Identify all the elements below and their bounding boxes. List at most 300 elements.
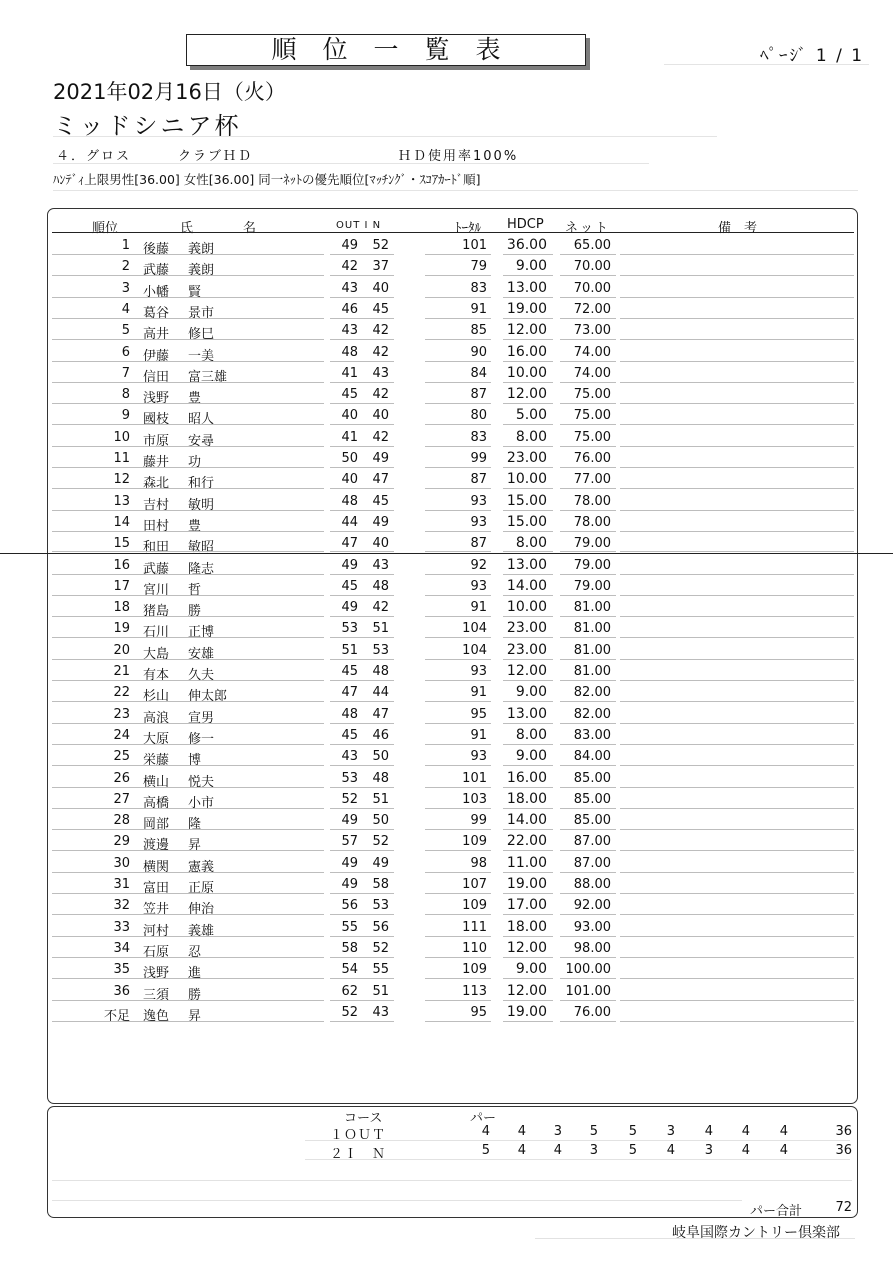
table-row	[0, 704, 893, 725]
row-underline	[560, 467, 616, 468]
cell-net: 87.00	[573, 855, 611, 871]
row-underline	[330, 850, 394, 851]
row-underline	[52, 361, 324, 362]
cell-in: 52	[372, 834, 389, 850]
cell-net: 81.00	[573, 600, 611, 616]
handicap-conditions: ﾊﾝﾃﾞｨ上限男性[36.00] 女性[36.00] 同一ﾈｯﾄの優先順位[ﾏｯﾁﾝｸﾞ・ｽｺｱｶｰﾄﾞ順]	[53, 172, 481, 187]
cell-net: 92.00	[573, 898, 611, 914]
row-underline	[425, 254, 491, 255]
table-row	[0, 555, 893, 576]
cell-total: 91	[470, 600, 487, 616]
row-underline	[560, 1000, 616, 1001]
table-row	[0, 320, 893, 341]
cell-sei: 浅野	[143, 391, 170, 407]
row-underline	[620, 574, 854, 575]
cell-net: 75.00	[573, 387, 611, 403]
table-row	[0, 917, 893, 938]
cell-hdcp: 12.00	[506, 939, 547, 956]
divider	[664, 64, 869, 65]
cell-hdcp: 14.00	[506, 577, 547, 594]
cell-sei: 宮川	[143, 582, 170, 598]
cell-mei: 憲義	[188, 859, 215, 875]
cell-rank: 6	[121, 344, 130, 360]
hole-par: 5	[628, 1124, 637, 1139]
cell-in: 42	[372, 429, 389, 445]
divider	[52, 1180, 852, 1181]
cell-sei: 横山	[143, 774, 170, 790]
cell-sei: 横関	[143, 859, 170, 875]
hole-par: 4	[704, 1124, 713, 1139]
row-underline	[52, 275, 324, 276]
nine-total: 36	[835, 1124, 852, 1139]
row-underline	[52, 446, 324, 447]
row-underline	[425, 1021, 491, 1022]
row-underline	[560, 297, 616, 298]
cell-total: 104	[462, 621, 487, 637]
row-underline	[560, 978, 616, 979]
row-underline	[560, 787, 616, 788]
cell-rank: 11	[113, 451, 130, 466]
row-underline	[503, 765, 553, 766]
cell-out: 46	[341, 301, 358, 317]
row-underline	[620, 787, 854, 788]
row-underline	[503, 318, 553, 319]
par-total: 72	[835, 1200, 852, 1215]
cell-sei: 森北	[143, 476, 170, 492]
row-underline	[620, 339, 854, 340]
row-underline	[330, 551, 394, 552]
cell-out: 62	[341, 983, 358, 999]
row-underline	[425, 382, 491, 383]
cell-out: 42	[341, 259, 358, 275]
hole-par: 3	[666, 1124, 675, 1139]
cell-net: 72.00	[573, 301, 611, 317]
cell-sei: 杉山	[143, 689, 170, 705]
row-underline	[330, 318, 394, 319]
cell-total: 80	[470, 408, 487, 424]
cell-net: 73.00	[573, 323, 611, 339]
table-row	[0, 938, 893, 959]
cell-in: 43	[372, 365, 389, 381]
cell-hdcp: 18.00	[506, 918, 547, 935]
row-underline	[330, 808, 394, 809]
table-row	[0, 299, 893, 320]
row-underline	[52, 637, 324, 638]
cell-sei: 信田	[143, 369, 170, 385]
row-underline	[620, 510, 854, 511]
row-underline	[560, 574, 616, 575]
cell-in: 42	[372, 323, 389, 339]
cell-total: 109	[462, 834, 487, 850]
row-underline	[330, 254, 394, 255]
cell-total: 87	[470, 536, 487, 552]
row-underline	[560, 595, 616, 596]
cell-in: 50	[372, 749, 389, 765]
row-underline	[503, 510, 553, 511]
event-date: 2021年02月16日（火）	[53, 80, 286, 104]
row-underline	[560, 275, 616, 276]
row-underline	[425, 510, 491, 511]
cell-hdcp: 15.00	[506, 492, 547, 509]
cell-in: 55	[372, 962, 389, 978]
cell-out: 43	[341, 323, 358, 339]
row-underline	[52, 595, 324, 596]
cell-mei: 景市	[188, 305, 215, 321]
cell-hdcp: 14.00	[506, 812, 547, 829]
row-underline	[52, 978, 324, 979]
row-underline	[425, 361, 491, 362]
table-row	[0, 895, 893, 916]
row-underline	[52, 382, 324, 383]
row-underline	[425, 978, 491, 979]
cell-net: 82.00	[573, 706, 611, 722]
cell-sei: 有本	[143, 668, 170, 683]
row-underline	[330, 403, 394, 404]
cell-mei: 敏明	[188, 497, 215, 513]
cell-hdcp: 12.00	[506, 982, 547, 999]
row-underline	[560, 914, 616, 915]
cell-net: 85.00	[573, 770, 611, 786]
cell-total: 87	[470, 472, 487, 488]
row-underline	[503, 936, 553, 937]
table-row	[0, 469, 893, 490]
row-underline	[620, 616, 854, 617]
cell-in: 40	[372, 408, 389, 424]
cell-sei: 逸色	[143, 1008, 170, 1024]
cell-in: 49	[372, 855, 389, 871]
row-underline	[560, 872, 616, 873]
row-underline	[425, 551, 491, 552]
cell-hdcp: 22.00	[506, 833, 547, 850]
row-underline	[52, 744, 324, 745]
cell-out: 41	[341, 365, 358, 381]
row-underline	[503, 1021, 553, 1022]
row-underline	[503, 574, 553, 575]
cell-mei: 賢	[188, 284, 202, 300]
cell-net: 76.00	[573, 1004, 611, 1020]
row-underline	[503, 850, 553, 851]
row-underline	[425, 872, 491, 873]
cell-mei: 勝	[188, 604, 202, 620]
cell-in: 40	[372, 280, 389, 296]
row-underline	[425, 616, 491, 617]
cell-hdcp: 10.00	[506, 471, 547, 488]
hole-par: 4	[517, 1124, 526, 1139]
cell-hdcp: 10.00	[506, 364, 547, 381]
row-underline	[330, 914, 394, 915]
row-underline	[560, 701, 616, 702]
cell-sei: 和田	[143, 540, 170, 556]
row-underline	[560, 829, 616, 830]
course-label: コース	[344, 1111, 383, 1126]
row-underline	[425, 531, 491, 532]
row-underline	[560, 936, 616, 937]
row-underline	[52, 765, 324, 766]
row-underline	[503, 595, 553, 596]
cell-sei: 後藤	[143, 242, 170, 257]
hole-par: 5	[481, 1143, 490, 1158]
competition-format: クラブＨＤ	[178, 149, 254, 164]
cell-rank: 4	[121, 301, 130, 317]
row-underline	[503, 616, 553, 617]
cell-rank: 34	[113, 940, 130, 956]
cell-rank: 20	[113, 642, 130, 658]
table-row	[0, 363, 893, 384]
hole-par: 3	[553, 1124, 562, 1139]
table-row	[0, 533, 893, 554]
row-underline	[560, 551, 616, 552]
cell-in: 37	[372, 259, 389, 275]
header-rank: 順位	[92, 221, 119, 236]
cell-sei: 武藤	[143, 561, 170, 577]
cell-net: 85.00	[573, 813, 611, 829]
row-underline	[330, 488, 394, 489]
row-underline	[330, 936, 394, 937]
cell-in: 44	[372, 685, 389, 701]
cell-mei: 義朗	[188, 242, 215, 257]
cell-in: 48	[372, 578, 389, 594]
row-underline	[560, 446, 616, 447]
page-title: 順位一覧表	[186, 34, 586, 66]
cell-mei: 進	[188, 966, 202, 982]
row-underline	[330, 787, 394, 788]
cell-sei: 石原	[143, 944, 170, 960]
table-row	[0, 1002, 893, 1023]
course-par-table	[47, 1106, 858, 1218]
cell-hdcp: 13.00	[506, 705, 547, 722]
row-underline	[503, 914, 553, 915]
row-underline	[503, 424, 553, 425]
row-underline	[560, 659, 616, 660]
cell-rank: 21	[113, 664, 130, 679]
cell-in: 51	[372, 791, 389, 807]
cell-out: 41	[341, 429, 358, 445]
hole-par: 5	[589, 1124, 598, 1139]
row-underline	[330, 744, 394, 745]
cell-out: 49	[341, 855, 358, 871]
cell-hdcp: 15.00	[506, 513, 547, 530]
cell-rank: 12	[113, 472, 130, 488]
cell-net: 70.00	[573, 280, 611, 296]
cell-rank: 19	[113, 621, 130, 637]
cell-total: 99	[470, 813, 487, 829]
table-row	[0, 405, 893, 426]
row-underline	[620, 467, 854, 468]
cell-rank: 36	[113, 983, 130, 999]
cell-total: 101	[462, 770, 487, 786]
table-row	[0, 342, 893, 363]
cell-out: 57	[341, 834, 358, 850]
cell-out: 44	[341, 514, 358, 530]
cell-total: 95	[470, 706, 487, 722]
cell-out: 49	[341, 877, 358, 892]
cell-net: 74.00	[573, 344, 611, 360]
divider	[52, 1200, 742, 1201]
cell-net: 79.00	[573, 536, 611, 552]
row-underline	[52, 510, 324, 511]
cell-mei: 敏昭	[188, 540, 215, 556]
cell-mei: 安雄	[188, 646, 215, 662]
cell-net: 87.00	[573, 834, 611, 850]
cell-rank: 27	[113, 791, 130, 807]
row-underline	[560, 403, 616, 404]
cell-rank: 3	[121, 280, 130, 296]
cell-out: 45	[341, 727, 358, 743]
cell-total: 90	[470, 344, 487, 360]
cell-sei: 小幡	[143, 284, 170, 300]
row-underline	[503, 637, 553, 638]
row-underline	[620, 254, 854, 255]
cell-rank: 35	[113, 962, 130, 978]
row-underline	[503, 361, 553, 362]
row-underline	[620, 893, 854, 894]
table-row	[0, 235, 893, 256]
row-underline	[620, 297, 854, 298]
row-underline	[560, 318, 616, 319]
row-underline	[330, 275, 394, 276]
row-underline	[52, 701, 324, 702]
cell-in: 48	[372, 770, 389, 786]
cell-total: 85	[470, 323, 487, 339]
row-underline	[330, 659, 394, 660]
row-underline	[620, 318, 854, 319]
row-underline	[425, 765, 491, 766]
row-underline	[425, 936, 491, 937]
cell-in: 52	[372, 238, 389, 253]
table-row	[0, 831, 893, 852]
row-underline	[620, 275, 854, 276]
cell-out: 48	[341, 493, 358, 509]
row-underline	[330, 872, 394, 873]
cell-total: 83	[470, 280, 487, 296]
cell-net: 83.00	[573, 727, 611, 743]
cell-hdcp: 23.00	[506, 641, 547, 658]
cell-out: 49	[341, 238, 358, 253]
row-underline	[425, 574, 491, 575]
cell-net: 93.00	[573, 919, 611, 935]
cell-hdcp: 19.00	[506, 300, 547, 317]
row-underline	[620, 701, 854, 702]
cell-mei: 豊	[188, 391, 202, 407]
row-underline	[620, 829, 854, 830]
cell-net: 81.00	[573, 642, 611, 658]
table-row	[0, 640, 893, 661]
row-underline	[503, 872, 553, 873]
cell-rank: 2	[121, 259, 130, 275]
table-row	[0, 597, 893, 618]
row-underline	[52, 659, 324, 660]
row-underline	[620, 446, 854, 447]
cell-out: 49	[341, 813, 358, 829]
cell-mei: 宣男	[188, 710, 215, 726]
hole-par: 5	[628, 1143, 637, 1158]
row-underline	[620, 723, 854, 724]
cell-mei: 安尋	[188, 433, 215, 449]
table-row	[0, 746, 893, 767]
row-underline	[425, 808, 491, 809]
cell-total: 113	[462, 983, 487, 999]
cell-hdcp: 9.00	[515, 748, 547, 765]
table-row	[0, 278, 893, 299]
row-underline	[52, 551, 324, 552]
cell-out: 56	[341, 898, 358, 914]
row-underline	[330, 361, 394, 362]
cell-total: 93	[470, 749, 487, 765]
cell-out: 48	[341, 706, 358, 722]
header-out-in: OUT I N	[336, 220, 382, 231]
cell-net: 76.00	[573, 451, 611, 466]
row-underline	[620, 659, 854, 660]
row-underline	[425, 467, 491, 468]
cell-total: 98	[470, 855, 487, 871]
row-underline	[52, 787, 324, 788]
hd-rate: ＨＤ使用率100%	[398, 149, 519, 164]
row-underline	[560, 361, 616, 362]
row-underline	[52, 616, 324, 617]
cell-out: 45	[341, 387, 358, 403]
cell-net: 82.00	[573, 685, 611, 701]
cell-rank: 30	[113, 855, 130, 871]
cell-total: 79	[470, 259, 487, 275]
cell-rank: 5	[121, 323, 130, 339]
cell-mei: 富三雄	[188, 369, 228, 385]
cell-in: 47	[372, 472, 389, 488]
cell-hdcp: 9.00	[515, 258, 547, 275]
hole-par: 4	[553, 1143, 562, 1158]
row-underline	[560, 744, 616, 745]
cell-total: 93	[470, 578, 487, 594]
row-underline	[503, 403, 553, 404]
nine-total: 36	[835, 1143, 852, 1158]
cell-total: 91	[470, 727, 487, 743]
cell-mei: 隆志	[188, 561, 215, 577]
row-underline	[560, 382, 616, 383]
row-underline	[620, 424, 854, 425]
cell-net: 75.00	[573, 429, 611, 445]
cell-in: 52	[372, 940, 389, 956]
table-row	[0, 810, 893, 831]
cell-mei: 隆	[188, 817, 202, 833]
divider	[535, 1238, 855, 1239]
cell-in: 47	[372, 706, 389, 722]
table-row	[0, 981, 893, 1002]
row-underline	[330, 1021, 394, 1022]
cell-hdcp: 12.00	[506, 322, 547, 339]
row-underline	[560, 808, 616, 809]
cell-sei: 富田	[143, 881, 170, 896]
table-row	[0, 618, 893, 639]
cell-sei: 石川	[143, 625, 170, 641]
cell-rank: 26	[113, 770, 130, 786]
row-underline	[560, 765, 616, 766]
cell-rank: 18	[113, 600, 130, 616]
row-underline	[330, 723, 394, 724]
row-underline	[620, 1000, 854, 1001]
cell-in: 53	[372, 642, 389, 658]
cell-total: 91	[470, 685, 487, 701]
cell-sei: 大島	[143, 646, 170, 662]
cell-total: 84	[470, 365, 487, 381]
row-underline	[52, 936, 324, 937]
cell-net: 65.00	[573, 238, 611, 253]
cell-mei: 伸太郎	[188, 689, 228, 705]
row-underline	[52, 297, 324, 298]
cell-total: 109	[462, 962, 487, 978]
row-underline	[330, 446, 394, 447]
hole-par: 3	[704, 1143, 713, 1158]
cell-in: 58	[372, 877, 389, 892]
cell-sei: 浅野	[143, 966, 170, 982]
